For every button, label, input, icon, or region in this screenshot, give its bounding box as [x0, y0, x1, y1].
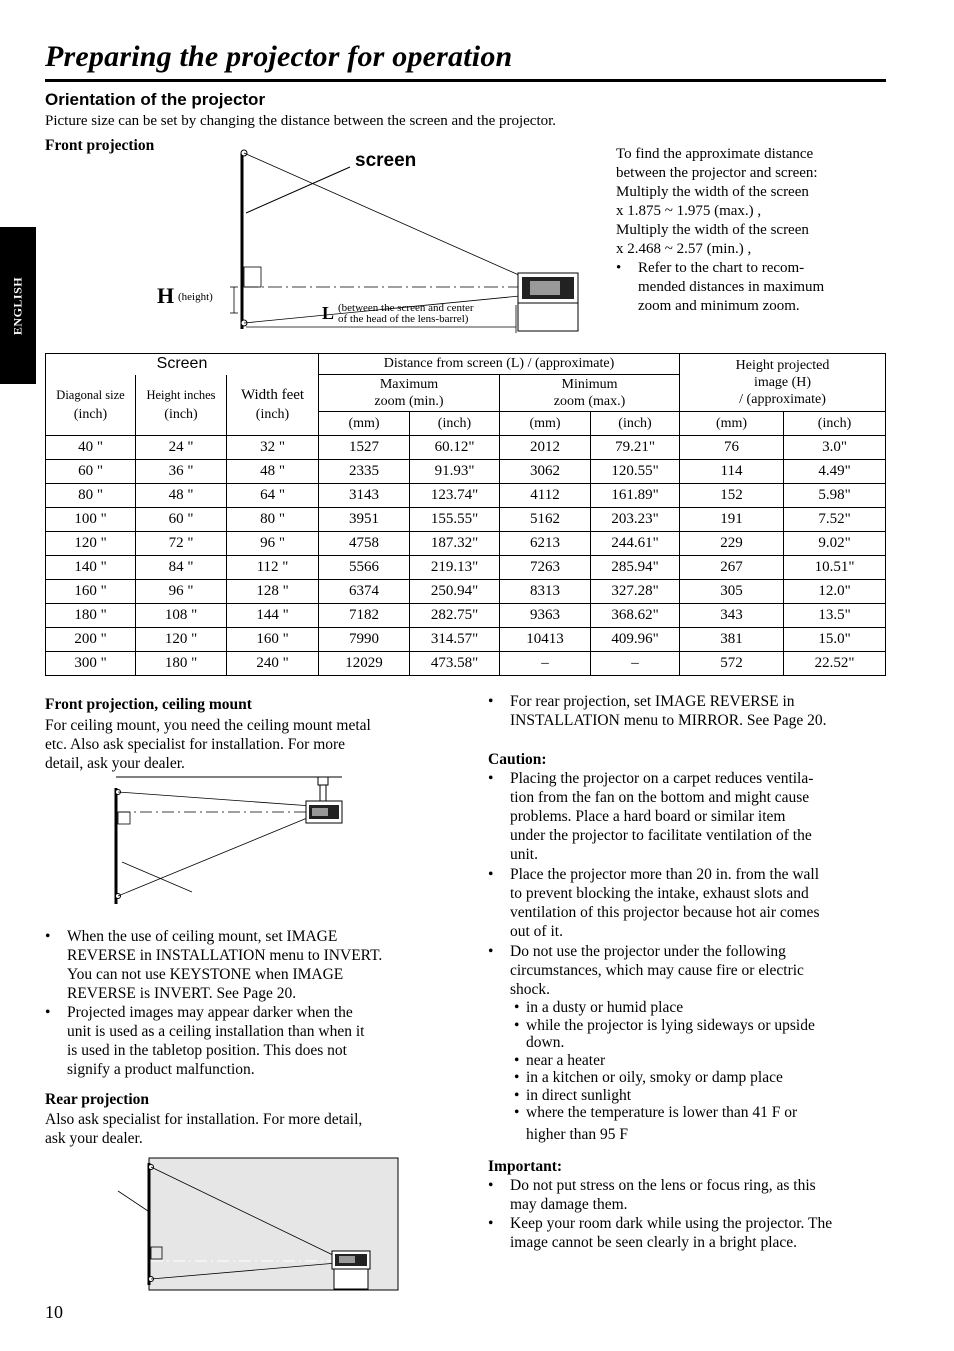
ceiling-bullet-line: REVERSE is INVERT. See Page 20.: [67, 985, 297, 1002]
table-cell: 60 ": [46, 460, 136, 484]
find-bullet-line: • Refer to the chart to recom-: [638, 260, 805, 276]
l-note-line-1: (between the screen and center: [338, 302, 474, 314]
find-bullet-line: zoom and minimum zoom.: [638, 298, 800, 314]
height-inches-header: [136, 375, 227, 436]
find-bullet-line: mended distances in maximum: [638, 279, 825, 295]
caution-line: circumstances, which may cause fire or electric: [510, 962, 804, 979]
caution-list: [488, 769, 819, 1143]
ceiling-bullets: [45, 927, 382, 1079]
language-tab: [0, 227, 36, 384]
important-list: [488, 1176, 832, 1252]
caution-line: tion from the fan on the bottom and might cause: [510, 789, 810, 806]
unit-inch: (inch): [410, 412, 500, 436]
ceiling-text: [45, 716, 371, 773]
circumstance-item: [526, 1069, 819, 1087]
table-cell: 219.13": [410, 556, 500, 580]
table-cell: 3951: [319, 508, 410, 532]
table-cell: 96 ": [227, 532, 319, 556]
table-cell: 84 ": [136, 556, 227, 580]
table-row: [46, 556, 886, 580]
orientation-intro: Picture size can be set by changing the distance between the screen and the projector.: [45, 113, 557, 129]
table-cell: 572: [680, 652, 784, 676]
ceiling-text-line: For ceiling mount, you need the ceiling mount metal: [45, 717, 371, 734]
find-line: x 1.875 ~ 1.975 (max.) ,: [616, 203, 762, 219]
l-note-line-2: of the head of the lens-barrel): [338, 313, 469, 325]
table-cell: 120 ": [46, 532, 136, 556]
table-cell: 409.96": [591, 628, 680, 652]
circumstance-item: [526, 1104, 819, 1143]
important-bullet: [510, 1214, 832, 1252]
table-cell: 314.57": [410, 628, 500, 652]
table-cell: 72 ": [136, 532, 227, 556]
table-cell: 1527: [319, 436, 410, 460]
circumstance-list: [510, 999, 819, 1143]
table-cell: 3062: [500, 460, 591, 484]
table-cell: 200 ": [46, 628, 136, 652]
ceiling-mount-diagram: [112, 774, 352, 909]
table-cell: 155.55": [410, 508, 500, 532]
circumstance-item: [526, 999, 819, 1017]
table-cell: 40 ": [46, 436, 136, 460]
table-cell: 48 ": [136, 484, 227, 508]
table-cell: 64 ": [227, 484, 319, 508]
diagonal-header: [46, 375, 136, 436]
circumstance-item: [526, 1087, 819, 1105]
height-projected-line: image (H): [753, 375, 812, 390]
table-cell: 285.94": [591, 556, 680, 580]
page-number: 10: [45, 1302, 63, 1322]
table-cell: 144 ": [227, 604, 319, 628]
caution-line: • Do not use the projector under the following: [510, 943, 786, 960]
table-cell: 305: [680, 580, 784, 604]
table-cell: 108 ": [136, 604, 227, 628]
caution-heading: Caution:: [488, 751, 547, 768]
unit-inch: (inch): [591, 412, 680, 436]
table-row: [46, 604, 886, 628]
table-cell: 15.0": [784, 628, 886, 652]
caution-bullet: [510, 942, 819, 1143]
table-cell: 3.0": [784, 436, 886, 460]
orientation-heading: Orientation of the projector: [45, 90, 266, 109]
front-projection-label: Front projection: [45, 137, 155, 154]
table-cell: 180 ": [46, 604, 136, 628]
table-cell: 128 ": [227, 580, 319, 604]
width-feet-unit: (inch): [255, 406, 290, 422]
table-cell: 96 ": [136, 580, 227, 604]
find-bullet: [638, 259, 824, 316]
ceiling-text-line: etc. Also ask specialist for installation. For more: [45, 736, 346, 753]
table-cell: 36 ": [136, 460, 227, 484]
height-inches-unit: (inch): [164, 406, 198, 422]
circumstance-item: [526, 1017, 819, 1052]
table-cell: 100 ": [46, 508, 136, 532]
table-cell: 5566: [319, 556, 410, 580]
table-cell: 7.52": [784, 508, 886, 532]
width-feet-label: Width feet: [240, 386, 305, 403]
table-cell: 9.02": [784, 532, 886, 556]
h-note: (height): [178, 291, 213, 303]
table-cell: 32 ": [227, 436, 319, 460]
table-cell: 60 ": [136, 508, 227, 532]
table-cell: 79.21": [591, 436, 680, 460]
table-body: [46, 436, 886, 676]
unit-mm: (mm): [680, 412, 784, 436]
table-cell: 112 ": [227, 556, 319, 580]
l-note: [338, 303, 474, 325]
find-line: Multiply the width of the screen: [616, 184, 809, 200]
ceiling-text-line: detail, ask your dealer.: [45, 755, 185, 772]
table-cell: 282.75": [410, 604, 500, 628]
table-cell: 368.62": [591, 604, 680, 628]
circumstance-line: • in a kitchen or oily, smoky or damp place: [526, 1069, 783, 1086]
table-cell: 250.94": [410, 580, 500, 604]
ceiling-bullet-line: You can not use KEYSTONE when IMAGE: [67, 966, 344, 983]
table-row: [46, 652, 886, 676]
table-cell: 187.32": [410, 532, 500, 556]
table-cell: 180 ": [136, 652, 227, 676]
min-zoom-line: zoom (max.): [553, 394, 626, 409]
table-cell: 244.61": [591, 532, 680, 556]
table-cell: 203.23": [591, 508, 680, 532]
rear-bullet-block: [488, 692, 826, 730]
important-line: • Do not put stress on the lens or focus ring, as this: [510, 1177, 816, 1194]
rear-projection-diagram: [112, 1155, 402, 1295]
unit-mm: (mm): [319, 412, 410, 436]
rear-text-line: ask your dealer.: [45, 1130, 143, 1147]
table-cell: 10.51": [784, 556, 886, 580]
table-cell: 6213: [500, 532, 591, 556]
table-cell: –: [591, 652, 680, 676]
table-cell: 4.49": [784, 460, 886, 484]
rear-bullet-line: INSTALLATION menu to MIRROR. See Page 20.: [510, 712, 827, 729]
table-cell: 22.52": [784, 652, 886, 676]
table-cell: 5162: [500, 508, 591, 532]
table-row: [46, 436, 886, 460]
rear-text: [45, 1110, 362, 1148]
max-zoom-line: zoom (min.): [374, 394, 444, 409]
table-cell: 7990: [319, 628, 410, 652]
table-cell: 2012: [500, 436, 591, 460]
min-zoom-line: Minimum: [561, 377, 618, 392]
distance-header: Distance from screen (L) / (approximate): [319, 354, 680, 375]
table-cell: 381: [680, 628, 784, 652]
circumstance-item: [526, 1052, 819, 1070]
table-cell: 327.28": [591, 580, 680, 604]
table-cell: 9363: [500, 604, 591, 628]
table-cell: 120.55": [591, 460, 680, 484]
table-cell: 300 ": [46, 652, 136, 676]
page-title: Preparing the projector for operation: [45, 40, 513, 73]
table-row: [46, 484, 886, 508]
table-cell: 80 ": [46, 484, 136, 508]
ceiling-bullet-line: • When the use of ceiling mount, set IMAGE: [67, 928, 338, 945]
caution-bullet: [510, 865, 819, 941]
find-line: between the projector and screen:: [616, 165, 818, 181]
find-line: x 2.468 ~ 2.57 (min.) ,: [616, 241, 752, 257]
max-zoom-line: Maximum: [379, 377, 439, 392]
table-cell: 161.89": [591, 484, 680, 508]
unit-inch: (inch): [784, 412, 886, 436]
table-cell: 140 ": [46, 556, 136, 580]
ceiling-bullet: [67, 1003, 382, 1079]
caution-line: out of it.: [510, 923, 563, 940]
circumstance-line: • in direct sunlight: [526, 1086, 632, 1104]
distance-table: [45, 353, 886, 676]
table-cell: 80 ": [227, 508, 319, 532]
circumstance-line: • while the projector is lying sideways or upside: [526, 1016, 815, 1034]
table-cell: 152: [680, 484, 784, 508]
table-row: [46, 628, 886, 652]
table-cell: 267: [680, 556, 784, 580]
table-cell: 76: [680, 436, 784, 460]
screen-label: screen: [355, 150, 417, 171]
diagonal-unit: (inch): [73, 406, 108, 422]
table-cell: 2335: [319, 460, 410, 484]
max-zoom-header: [319, 375, 500, 412]
table-cell: 4758: [319, 532, 410, 556]
rear-bullet-line: • For rear projection, set IMAGE REVERSE in: [510, 693, 795, 710]
important-line: • Keep your room dark while using the projector. The: [510, 1215, 833, 1232]
ceiling-bullet-line: unit is used as a ceiling installation than when it: [67, 1023, 365, 1040]
important-line: image cannot be seen clearly in a bright place.: [510, 1234, 798, 1251]
table-row: [46, 532, 886, 556]
table-cell: 6374: [319, 580, 410, 604]
diagonal-label: Diagonal size: [56, 387, 125, 402]
rear-heading: Rear projection: [45, 1091, 150, 1108]
caution-line: under the projector to facilitate ventilation of the: [510, 827, 812, 844]
caution-line: unit.: [510, 846, 538, 863]
table-cell: 229: [680, 532, 784, 556]
caution-line: ventilation of this projector because hot air comes: [510, 904, 820, 921]
table-cell: 120 ": [136, 628, 227, 652]
height-projected-line: Height projected: [735, 358, 830, 373]
screen-header: Screen: [46, 354, 319, 375]
table-cell: 240 ": [227, 652, 319, 676]
height-inches-label: Height inches: [146, 387, 216, 402]
ceiling-heading: Front projection, ceiling mount: [45, 696, 252, 713]
circumstance-line: • near a heater: [526, 1051, 606, 1069]
table-cell: –: [500, 652, 591, 676]
table-cell: 12029: [319, 652, 410, 676]
find-bullet-list: [616, 259, 824, 316]
ceiling-bullet-line: signify a product malfunction.: [67, 1061, 255, 1078]
table-cell: 48 ": [227, 460, 319, 484]
ceiling-bullet-line: is used in the tabletop position. This does not: [67, 1042, 347, 1059]
table-cell: 5.98": [784, 484, 886, 508]
table-cell: 191: [680, 508, 784, 532]
caution-bullet: [510, 769, 819, 864]
table-cell: 473.58": [410, 652, 500, 676]
width-feet-header: [227, 375, 319, 436]
height-projected-header: [680, 354, 886, 412]
table-cell: 4112: [500, 484, 591, 508]
table-cell: 343: [680, 604, 784, 628]
circumstance-line: • in a dusty or humid place: [526, 999, 684, 1016]
table-cell: 91.93": [410, 460, 500, 484]
table-cell: 10413: [500, 628, 591, 652]
circumstance-line: down.: [526, 1034, 565, 1051]
circumstance-line: • where the temperature is lower than 41 F or: [526, 1104, 798, 1121]
important-heading: Important:: [488, 1158, 563, 1175]
table-cell: 160 ": [227, 628, 319, 652]
table-row: [46, 580, 886, 604]
table-cell: 24 ": [136, 436, 227, 460]
ceiling-bullet-line: REVERSE in INSTALLATION menu to INVERT.: [67, 947, 383, 964]
ceiling-bullet: [67, 927, 382, 1003]
table-cell: 3143: [319, 484, 410, 508]
find-line: Multiply the width of the screen: [616, 222, 809, 238]
distance-instructions: [616, 145, 824, 316]
caution-line: • Placing the projector on a carpet reduces ventila-: [510, 770, 814, 787]
rear-bullet: [510, 692, 826, 730]
caution-line: to prevent blocking the intake, exhaust slots and: [510, 885, 809, 902]
important-bullet: [510, 1176, 832, 1214]
caution-line: • Place the projector more than 20 in. from the wall: [510, 866, 820, 883]
caution-line: shock.: [510, 981, 551, 998]
rear-text-line: Also ask specialist for installation. For more detail,: [45, 1111, 363, 1128]
unit-mm: (mm): [500, 412, 591, 436]
table-cell: 160 ": [46, 580, 136, 604]
h-letter: H: [157, 283, 175, 308]
ceiling-bullet-line: • Projected images may appear darker when the: [67, 1004, 353, 1021]
min-zoom-header: [500, 375, 680, 412]
height-projected-line: / (approximate): [739, 392, 826, 407]
table-cell: 123.74": [410, 484, 500, 508]
circumstance-line: higher than 95 F: [526, 1125, 629, 1143]
title-rule: [45, 79, 886, 82]
table-row: [46, 508, 886, 532]
table-cell: 60.12": [410, 436, 500, 460]
table-cell: 7263: [500, 556, 591, 580]
language-tab-label: ENGLISH: [10, 276, 25, 335]
table-cell: 13.5": [784, 604, 886, 628]
table-cell: 7182: [319, 604, 410, 628]
table-cell: 8313: [500, 580, 591, 604]
caution-line: problems. Place a hard board or similar item: [510, 808, 786, 825]
table-row: [46, 460, 886, 484]
l-letter: L: [322, 303, 335, 323]
find-line: To find the approximate distance: [616, 146, 814, 162]
table-cell: 114: [680, 460, 784, 484]
important-line: may damage them.: [510, 1196, 628, 1213]
table-cell: 12.0": [784, 580, 886, 604]
